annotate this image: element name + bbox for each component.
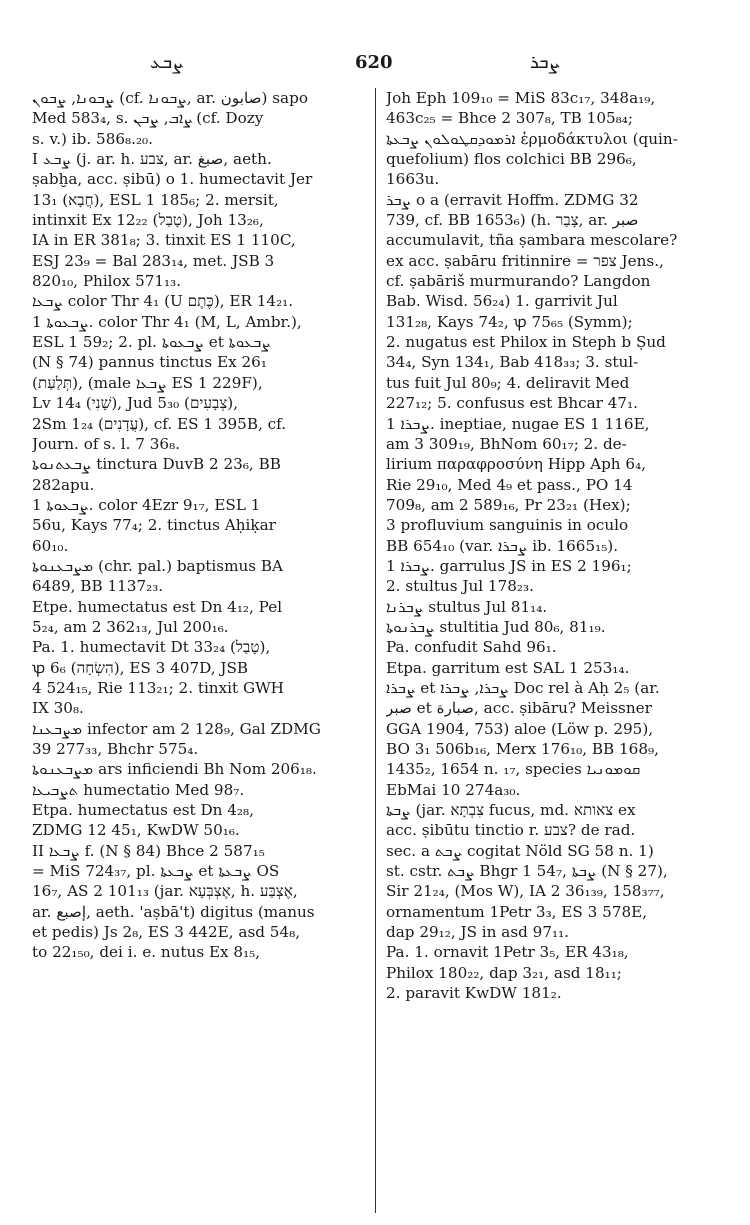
text-line: IA in ER 381₈; 3. tinxit ES 1 110C, <box>32 231 296 250</box>
text-line: Sir 21₂₄, (Mos W), IA 2 36₁₃₉, 158₃₇₇, <box>386 882 665 901</box>
text-line: 13₁ (חֲבָא), ESL 1 185₆; 2. mersit, <box>32 190 279 209</box>
text-line: صبر et صبارة, acc. ṣibāru? Meissner <box>386 699 652 718</box>
text-line: Etpa. humectatus est Dn 4₂₈, <box>32 801 254 820</box>
text-line: lirium παραφροσύνη Hipp Aph 6₄, <box>386 455 646 474</box>
text-line: ex acc. ṣabāru fritinnire = צפר Jens., <box>386 251 664 270</box>
text-line: 709₈, am 2 589₁₆, Pr 23₂₁ (Hex); <box>386 495 631 514</box>
text-line: Pa. confudit Sahd 96₁. <box>386 638 557 657</box>
text-line: GGA 1904, 753) aloe (Löw p. 295), <box>386 719 654 738</box>
header-left-headword: ܨܒܥ <box>150 52 184 73</box>
text-line: to 22₁₅₀, dei i. e. nutus Ex 8₁₅, <box>32 943 261 962</box>
text-line: BO 3₁ 506b₁₆, Merx 176₁₀, BB 168₉, <box>386 740 659 758</box>
text-line: I ܨܒܥ (j. ar. h. צבע, ar. صبغ, aeth. <box>32 150 272 169</box>
text-line: 820₁₀, Philox 571₁₃. <box>32 272 182 291</box>
text-line: Etpa. garritum est SAL 1 253₁₄. <box>386 658 630 677</box>
text-line: ESL 1 59₂; 2. pl. ܨܒܥܘܬܐ et ܨܒܥܘܬܐ <box>32 333 271 352</box>
text-line: sec. a ܨܒܬ cogitat Nöld SG 58 n. 1) <box>386 841 654 860</box>
text-line: Pa. 1. humectavit Dt 33₂₄ (טָבַל), <box>32 638 271 657</box>
text-line: 1435₂, 1654 n. ₁₇, species ܩܘܡܘܢܝܐ <box>386 760 641 779</box>
text-line: 39 277₃₃, Bhchr 575₄. <box>32 740 199 758</box>
text-line: dap 29₁₂, JS in asd 97₁₁. <box>386 923 569 942</box>
text-line: IX 30₈. <box>32 699 84 718</box>
text-line: et pedis) Js 2₈, ES 3 442E, asd 54₈, <box>32 923 301 942</box>
text-line: 4 524₁₅, Rie 113₂₁; 2. tinxit GWH <box>32 678 284 697</box>
text-line: ܨܒܪܢܘܬܐ stultitia Jud 80₆, 81₁₉. <box>386 617 606 636</box>
text-line: ar. إصبع, aeth. 'aṣbā't) digitus (manus <box>32 902 315 921</box>
text-line: ܨܒܥܐ color Thr 4₁ (U כֶּתֶם), ER 14₂₁. <box>32 292 294 311</box>
text-line: ܡܨܒܥܢܘܬܐ ars inficiendi Bh Nom 206₁₈. <box>32 760 317 779</box>
text-line: (תְּלַעַת), (male ܨܒܥܐ ES 1 229F), <box>32 373 263 392</box>
column-divider <box>375 88 376 1213</box>
text-line: EbMai 10 274a₃₀. <box>386 780 521 799</box>
text-line: ܡܨܒܥܢܘܬܐ (chr. pal.) baptismus BA <box>32 556 284 575</box>
text-line: accumulavit, tña ṣambara mescolare? <box>386 231 678 250</box>
text-line: = MiS 724₃₇, pl. ܨܒܥܬܐ et ܨܒܥܬܐ OS <box>32 862 280 881</box>
text-line: ꝕ 6₆ (הִשְׂחָה), ES 3 407D, JSB <box>32 658 249 677</box>
text-line: s. v.) ib. 586₈.₂₀. <box>32 129 153 148</box>
text-line: quefolium) flos colchici BB 296₆, <box>386 150 637 169</box>
text-line: 463c₂₅ = Bhce 2 307₈, TB 105₈₄; <box>386 109 633 128</box>
text-line: Bab. Wisd. 56₂₄) 1. garrivit Jul <box>386 292 618 311</box>
header-right-headword: ܨܒܪ <box>530 52 560 73</box>
text-line: cf. ṣabāriš murmurando? Langdon <box>386 272 651 291</box>
text-line: st. cstr. ܨܒܬ Bhgr 1 54₇, ܨܒܬܐ (N § 27), <box>386 862 668 881</box>
text-line: 34₄, Syn 134₁, Bab 418₃₃; 3. stul- <box>386 353 639 372</box>
text-line: ܡܨܒܥܢܐ infector am 2 128₉, Gal ZDMG <box>32 719 321 738</box>
text-line: 3 profluvium sanguinis in oculo <box>386 516 629 535</box>
text-line: 282apu. <box>32 475 95 494</box>
page-number: 620 <box>355 52 393 73</box>
text-line: ܨܒܪܐ 1. garrulus JS in ES 2 196₁; <box>386 556 632 575</box>
text-line: II ܨܒܥܐ f. (N § 84) Bhce 2 587₁₅ <box>32 841 265 860</box>
text-line: 131₂₈, Kays 74₂, ꝕ 75₆₅ (Symm); <box>386 312 633 331</box>
text-line: ܬܨܒܝܥܐ humectatio Med 98₇. <box>32 780 245 799</box>
text-line: ܨܒܬܐ (jar. צִבְתָּא fucus, md. צאותא ex <box>386 801 636 820</box>
text-line: ṣabḫa, acc. ṣibū) o 1. humectavit Jer <box>32 170 313 189</box>
text-line: 6489, BB 1137₂₃. <box>32 577 164 596</box>
text-line: am 3 309₁₉, BhNom 60₁₇; 2. de- <box>386 434 627 453</box>
text-line: ܨܒܘܢܐ, ܨܒܘܢ (cf. ܨܒܘܢܐ, ar. صابون) sapo <box>32 89 308 107</box>
text-line: Lv 14₄ (שָׁנִי), Jud 5₃₀ (צְבָעִים), <box>32 394 239 413</box>
text-line: Etpe. humectatus est Dn 4₁₂, Pel <box>32 597 283 616</box>
text-line: ܨܒܪܐ et ܨܒܪܐ, ܨܒܪܐ Doc rel à Aḥ 2₅ (ar. <box>386 678 660 697</box>
text-line: 227₁₂; 5. confusus est Bhcar 47₁. <box>386 394 639 413</box>
text-line: Pa. 1. ornavit 1Petr 3₅, ER 43₁₈, <box>386 943 629 962</box>
text-line: ܨܒܪܢܐ stultus Jul 81₁₄. <box>386 597 548 616</box>
text-line: ESJ 23₉ = Bal 283₁₄, met. JSB 3 <box>32 251 275 270</box>
text-line: 2. nugatus est Philox in Steph b Ṣud <box>386 333 666 352</box>
text-line: intinxit Ex 12₂₂ (טָבַל), Joh 13₂₆, <box>32 211 264 230</box>
text-line: ܨܒܥܘܬܐ 1. color Thr 4₁ (M, L, Ambr.), <box>32 312 302 331</box>
text-line: BB 654₁₀ (var. ܨܒܪܐ ib. 1665₁₅). <box>386 536 619 555</box>
text-line: acc. ṣibūtu tinctio r. צבע? de rad. <box>386 821 636 840</box>
text-line: ܨܒܥܬܢܘܬܐ tinctura DuvB 2 23₆, BB <box>32 455 281 474</box>
text-line: Journ. of s. l. 7 36₈. <box>32 434 180 453</box>
text-line: 60₁₀. <box>32 536 69 555</box>
text-line: ZDMG 12 45₁, KwDW 50₁₆. <box>32 821 240 840</box>
text-line: Rie 29₁₀, Med 4₉ et pass., PO 14 <box>386 475 633 494</box>
text-line: ܨܒܪ o a (erravit Hoffm. ZDMG 32 <box>386 190 639 209</box>
text-line: tus fuit Jul 80₉; 4. deliravit Med <box>386 373 630 392</box>
text-line: 2. stultus Jul 178₂₃. <box>386 577 534 596</box>
text-line: 56u, Kays 77₄; 2. tinctus Aḥiḳar <box>32 516 276 535</box>
text-line: 5₂₄, am 2 362₁₃, Jul 200₁₆. <box>32 617 229 636</box>
text-line: 2Sm 1₂₄ (עֲדָנִים), cf. ES 1 395B, cf. <box>32 414 287 433</box>
text-line: (N § 74) pannus tinctus Ex 26₁ <box>32 353 267 372</box>
left-column <box>32 88 364 1218</box>
text-line: ܨܒܥܘܬܐ 1. color 4Ezr 9₁₇, ESL 1 <box>32 495 261 514</box>
text-line: 739, cf. BB 1653₆) (h. צָבַר, ar. صبر <box>386 211 639 230</box>
text-line: 1663u. <box>386 170 440 189</box>
text-line: 2. paravit KwDW 181₂. <box>386 984 562 1003</box>
text-line: ܨܒܪܐ 1. ineptiae, nugae ES 1 116E, <box>386 414 650 433</box>
text-line: ܐܪܡܘܕܩܛܘܠܘܢ ܨܒܥܬܐ ἑρμοδάκτυλοι (quin- <box>386 129 678 148</box>
text-line: Joh Eph 109₁₀ = MiS 83c₁₇, 348a₁₉, <box>386 89 656 107</box>
text-line: Philox 180₂₂, dap 3₂₁, asd 18₁₁; <box>386 963 622 982</box>
page-header <box>0 52 750 82</box>
right-column <box>386 88 726 1218</box>
text-line: Med 583₄, s. ܨܐܒ, ܨܒܢ (cf. Dozy <box>32 109 264 128</box>
text-line: 16₇, AS 2 101₁₃ (jar. אֶצְבְּעָא, h. אֶצְבַּע, <box>32 882 298 901</box>
text-line: ornamentum 1Petr 3₃, ES 3 578E, <box>386 902 648 921</box>
